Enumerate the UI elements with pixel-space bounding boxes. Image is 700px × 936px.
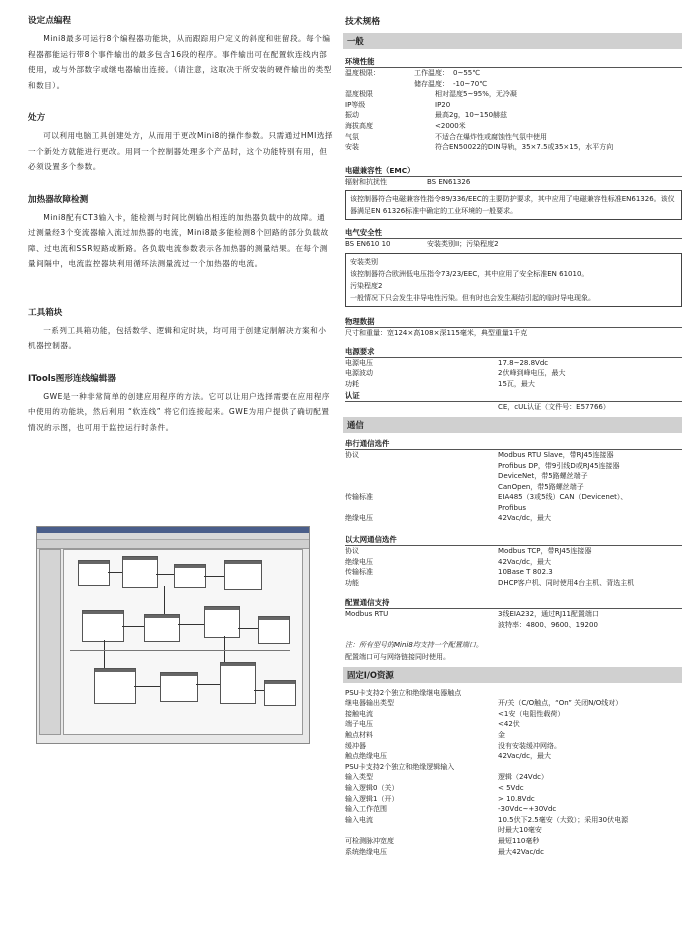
spec-value: < 5Vdc xyxy=(498,783,524,792)
screenshot-toolbar xyxy=(37,540,309,549)
left-section xyxy=(28,111,333,175)
function-block xyxy=(160,672,198,702)
spec-key: 湿度极限 xyxy=(345,90,373,99)
spec-row xyxy=(345,358,682,369)
spec-row xyxy=(345,557,682,568)
spec-row xyxy=(345,132,682,143)
phys-heading: 物理数据 xyxy=(345,316,682,328)
spec-row xyxy=(345,368,682,379)
spec-row xyxy=(345,121,682,132)
spec-value: 金 xyxy=(498,731,505,739)
spec-value: DeviceNet，带5路螺丝端子 xyxy=(498,472,588,481)
spec-key: 海拔高度 xyxy=(345,121,373,130)
left-section xyxy=(28,372,333,436)
emc-row-value: BS EN61326 xyxy=(427,177,471,186)
spec-key: 继电器输出类型 xyxy=(345,699,394,708)
spec-row xyxy=(345,578,682,589)
temp-label: 温度极限： xyxy=(345,69,380,77)
section-heading: 工具箱块 xyxy=(28,307,63,318)
wire xyxy=(70,650,290,651)
phys-text: 尺寸和重量：宽124×高108×深115毫米，典型重量1千克 xyxy=(345,328,528,337)
cert-value: CE，cUL认证（文件号：E57766） xyxy=(498,403,610,412)
wire xyxy=(104,640,105,668)
function-block xyxy=(224,560,262,590)
cfg-rows xyxy=(345,609,682,630)
function-block xyxy=(94,668,136,704)
spec-value: DHCP客户机、同时使用4台主机、背选主机 xyxy=(498,578,635,587)
spec-row xyxy=(345,698,682,709)
spec-value: 42Vac/dc，最大 xyxy=(498,514,551,523)
eth-heading: 以太网通信选件 xyxy=(345,534,682,546)
spec-value: <42伏 xyxy=(498,720,520,729)
left-column xyxy=(28,14,333,453)
spec-row xyxy=(345,620,682,631)
spec-key: 气氛 xyxy=(345,132,359,141)
function-block xyxy=(82,610,124,642)
spec-key: 协议 xyxy=(345,547,359,556)
spec-key: 输入逻辑0（关） xyxy=(345,783,399,792)
emc-heading: 电磁兼容性（EMC） xyxy=(345,165,682,177)
spec-value: > 10.8Vdc xyxy=(498,794,535,803)
note-line-2: 配置端口可与网络链接同时使用。 xyxy=(345,652,450,661)
section-paragraph: 可以利用电脑工具创建处方，从而用于更改Mini8的操作参数。只需通过HMI选择一个新处方就能进行更改。用同一个控制器处理多个产品时，这个功能特别有用，但必须设置多个参数。 xyxy=(28,131,334,171)
spec-value: 最短110毫秒 xyxy=(498,836,540,845)
section-heading: 处方 xyxy=(28,113,46,123)
spec-value: 42Vac/dc，最大 xyxy=(498,557,551,566)
spec-row xyxy=(345,794,682,805)
spec-row xyxy=(345,110,682,121)
spec-column xyxy=(345,14,682,857)
wire xyxy=(178,624,204,625)
spec-row xyxy=(345,513,682,524)
wire xyxy=(134,686,160,687)
elec-box xyxy=(345,253,682,307)
spec-row xyxy=(345,89,682,100)
spec-key: 输入电流 xyxy=(345,815,373,824)
spec-value: Profibus xyxy=(498,503,527,512)
spec-value: <1安（电阻性载荷） xyxy=(498,709,565,718)
spec-value: 2伏峰到峰电压，最大 xyxy=(498,369,566,378)
itools-screenshot xyxy=(36,526,310,744)
wire xyxy=(204,576,224,577)
spec-value: 符合EN50022的DIN导轨，35×7.5或35×15，水平方向 xyxy=(435,143,614,152)
spec-key: 输入类型 xyxy=(345,773,373,782)
spec-key: 接触电流 xyxy=(345,709,373,718)
spec-value: 波特率：4800、9600、19200 xyxy=(498,621,598,630)
temp-row-op xyxy=(345,68,682,79)
spec-value: CanOpen，带5路螺丝端子 xyxy=(498,482,584,491)
spec-row xyxy=(345,471,682,482)
spec-value: EIA485（3或5线）CAN（Devicenet）、 xyxy=(498,493,628,502)
function-block xyxy=(220,662,256,704)
spec-key: 可检测脉冲宽度 xyxy=(345,836,394,845)
spec-value: 时最大10毫安 xyxy=(498,826,542,835)
spec-row xyxy=(345,567,682,578)
spec-value: <2000米 xyxy=(435,121,466,130)
elec-heading: 电气安全性 xyxy=(345,227,682,239)
spec-key: 端子电压 xyxy=(345,720,373,729)
temp-row-store xyxy=(345,79,682,90)
spec-key: 系统绝缘电压 xyxy=(345,847,387,856)
logic-rows xyxy=(345,772,682,857)
cert-row xyxy=(345,402,682,413)
relay-rows xyxy=(345,698,682,762)
spec-row xyxy=(345,772,682,783)
spec-row xyxy=(345,492,682,503)
spec-key: IP等级 xyxy=(345,100,366,109)
spec-key: 振动 xyxy=(345,111,359,120)
spec-row xyxy=(345,847,682,858)
spec-value: 最大42Vac/dc xyxy=(498,847,544,856)
spec-row xyxy=(345,450,682,461)
spec-row xyxy=(345,783,682,794)
wire xyxy=(238,628,258,629)
screenshot-menubar xyxy=(37,533,309,540)
function-block xyxy=(144,614,180,642)
emc-box: 该控制器符合电磁兼容性指令89/336/EEC的主要防护要求，其中应用了电磁兼容性标准EN61326。该仪器满足EN 61326标准中确定的工业环境的一般要求。 xyxy=(345,190,682,220)
spec-key xyxy=(345,471,498,482)
cert-spacer xyxy=(345,402,498,413)
env-rows xyxy=(345,89,682,153)
spec-key: 传输标准 xyxy=(345,568,373,577)
spec-row xyxy=(345,461,682,472)
op-temp-value: 0~55℃ xyxy=(453,69,481,77)
spec-value: 没有安装缓冲网络。 xyxy=(498,741,561,750)
spec-row xyxy=(345,482,682,493)
screenshot-sidebar xyxy=(39,549,61,735)
elec-box-line: 该控制器符合欧洲低电压指令73/23/EEC，其中应用了安全标准EN 61010。 xyxy=(350,269,589,278)
elec-row-key: BS EN610 10 xyxy=(345,240,391,249)
spec-key: 缓冲器 xyxy=(345,741,366,750)
spec-value: 最高2g，10~150赫兹 xyxy=(435,111,508,120)
spec-key: 功能 xyxy=(345,578,359,587)
emc-row-key: 辐射和抗扰性 xyxy=(345,177,387,186)
spec-key xyxy=(345,482,498,493)
function-block xyxy=(174,564,206,588)
spec-row xyxy=(345,546,682,557)
store-temp-value: -10~70℃ xyxy=(453,79,488,88)
spec-key: 协议 xyxy=(345,450,359,459)
section-paragraph: GWE是一种非常简单的创建应用程序的方法。它可以让用户选择需要在应用程序中使用的功能块，然后利用 “软连线” 将它们连接起来。GWE为用户提供了确切配置情况的示图，也可用于监控运行时条件。 xyxy=(28,391,330,432)
op-temp-label: 工作温度： xyxy=(414,69,449,77)
spec-value: Modbus TCP，带RJ45连接器 xyxy=(498,547,592,556)
spec-value: 10Base T 802.3 xyxy=(498,568,553,577)
spec-row xyxy=(345,709,682,720)
spec-row xyxy=(345,741,682,752)
left-section xyxy=(28,306,333,354)
spec-value: -30Vdc~+30Vdc xyxy=(498,805,557,814)
section-band-io: 固定I/O资源 xyxy=(343,667,682,683)
spec-key: 绝缘电压 xyxy=(345,514,373,523)
spec-key: 触点绝缘电压 xyxy=(345,752,387,761)
elec-box-line: 污染程度2 xyxy=(350,281,383,290)
left-section xyxy=(28,14,333,93)
wire xyxy=(224,636,225,662)
emc-row xyxy=(345,177,682,188)
function-block xyxy=(78,560,110,586)
serial-rows xyxy=(345,450,682,524)
spec-key xyxy=(345,620,498,631)
power-rows xyxy=(345,358,682,390)
spec-row xyxy=(345,815,682,826)
cfg-heading: 配置通信支持 xyxy=(345,597,682,609)
section-band-comm: 通信 xyxy=(343,417,682,433)
spec-row xyxy=(345,503,682,514)
spec-value: Profibus DP，带9引线D或RJ45连接器 xyxy=(498,461,620,470)
spec-key xyxy=(345,825,498,836)
spec-key: 输入工作范围 xyxy=(345,805,387,814)
function-block xyxy=(204,606,240,638)
spec-value: 相对湿度5~95%，无冷凝 xyxy=(435,90,517,99)
spec-value: 开/关（C/O触点，“On” 关闭N/O线对） xyxy=(498,699,623,708)
spec-key: Modbus RTU xyxy=(345,610,389,619)
spec-value: 10.5伏下2.5毫安（大致）；采用30伏电源 xyxy=(498,815,629,824)
spec-row xyxy=(345,825,682,836)
eth-rows xyxy=(345,546,682,588)
function-block xyxy=(122,556,158,588)
spec-key xyxy=(345,461,498,472)
wire xyxy=(108,572,122,573)
store-temp-label: 储存温度： xyxy=(414,79,449,88)
spec-value: 不适合在爆炸性或腐蚀性气氛中使用 xyxy=(435,132,547,141)
spec-key: 输入逻辑1（开） xyxy=(345,794,399,803)
power-heading: 电源要求 xyxy=(345,346,682,358)
note-line-1 xyxy=(345,639,682,651)
left-section xyxy=(28,193,333,272)
psu-relay-intro: PSU卡支持2个独立和绝缘继电器触点 xyxy=(345,688,462,697)
function-block xyxy=(264,680,296,706)
spec-row xyxy=(345,719,682,730)
screenshot-wiring-canvas xyxy=(63,549,303,735)
spec-row xyxy=(345,100,682,111)
wire xyxy=(164,586,165,614)
function-block xyxy=(258,616,290,644)
section-heading: 加热器故障检测 xyxy=(28,194,89,205)
wire xyxy=(156,574,174,575)
spec-key: 电源波动 xyxy=(345,369,373,378)
psu-logic-intro: PSU卡支持2个独立和绝缘逻辑输入 xyxy=(345,762,455,771)
spec-value: 3线EIA232，通过RJ11配置端口 xyxy=(498,610,599,619)
note xyxy=(345,639,682,663)
spec-row xyxy=(345,804,682,815)
wire xyxy=(122,626,144,627)
spec-row xyxy=(345,379,682,390)
spec-value: 42Vac/dc，最大 xyxy=(498,752,551,761)
spec-row xyxy=(345,142,682,153)
spec-key: 传输标准 xyxy=(345,493,373,502)
section-paragraph: Mini8最多可运行8个编程器功能块，从而跟踪用户定义的斜度和驻留段。每个编程器都能运行带8个事件输出的最多包含16段的程序。事件输出可在配置软连线内部使用，或与外部数字或继电器输出连接。（请注意，这取决于所安装的硬件输出的类型和数目）。 xyxy=(28,34,332,90)
spec-key: 安装 xyxy=(345,143,359,152)
env-heading: 环境性能 xyxy=(345,56,682,68)
spec-title: 技术规格 xyxy=(345,17,381,27)
spec-value: 17.8~28.8Vdc xyxy=(498,358,549,367)
spec-key xyxy=(345,503,498,514)
wire xyxy=(196,684,220,685)
spec-value: 逻辑（24Vdc） xyxy=(498,773,548,782)
section-heading: 设定点编程 xyxy=(28,16,71,26)
cert-heading: 认证 xyxy=(345,390,682,402)
spec-value: IP20 xyxy=(435,100,451,109)
note-italic: 注：所有型号的Mini8均支持一个配置端口。 xyxy=(345,640,483,649)
serial-heading: 串行通信选件 xyxy=(345,438,682,450)
spec-row xyxy=(345,751,682,762)
spec-key: 功耗 xyxy=(345,379,359,388)
wire xyxy=(254,690,264,691)
section-paragraph: Mini8配有CT3输入卡，能检测与时间比例输出相连的加热器负载中的故障。通过测量经3个变流器输入流过加热器的电流，Mini8最多能检测8个回路的部分负载故障、过电流和SSR短路或断路。各负载电流参数表示各加热器的测量结果。在每个测量间隔中，电流监控器块利用循环法测量流过一个加热器的电流。 xyxy=(28,212,329,268)
spec-row xyxy=(345,836,682,847)
elec-row xyxy=(345,239,682,250)
spec-row xyxy=(345,730,682,741)
spec-key: 触点材料 xyxy=(345,731,373,739)
section-band-general: 一般 xyxy=(343,33,682,49)
spec-value: 15瓦，最大 xyxy=(498,379,535,388)
elec-row-value: 安装类别II；污染程度2 xyxy=(427,240,499,249)
section-heading: ITools图形连线编辑器 xyxy=(28,373,116,384)
spec-value: Modbus RTU Slave，带RJ45连接器 xyxy=(498,450,614,459)
spec-row xyxy=(345,609,682,620)
section-paragraph: 一系列工具箱功能，包括数学、逻辑和定时块，均可用于创建定制解决方案和小机器控制器。 xyxy=(28,325,327,350)
spec-key: 绝缘电压 xyxy=(345,557,373,566)
elec-box-line: 一般情况下只会发生非导电性污染。但有时也会发生凝结引起的临时导电现象。 xyxy=(350,293,595,302)
elec-box-line: 安装类别 xyxy=(350,257,378,266)
spec-key: 电源电压 xyxy=(345,358,373,367)
